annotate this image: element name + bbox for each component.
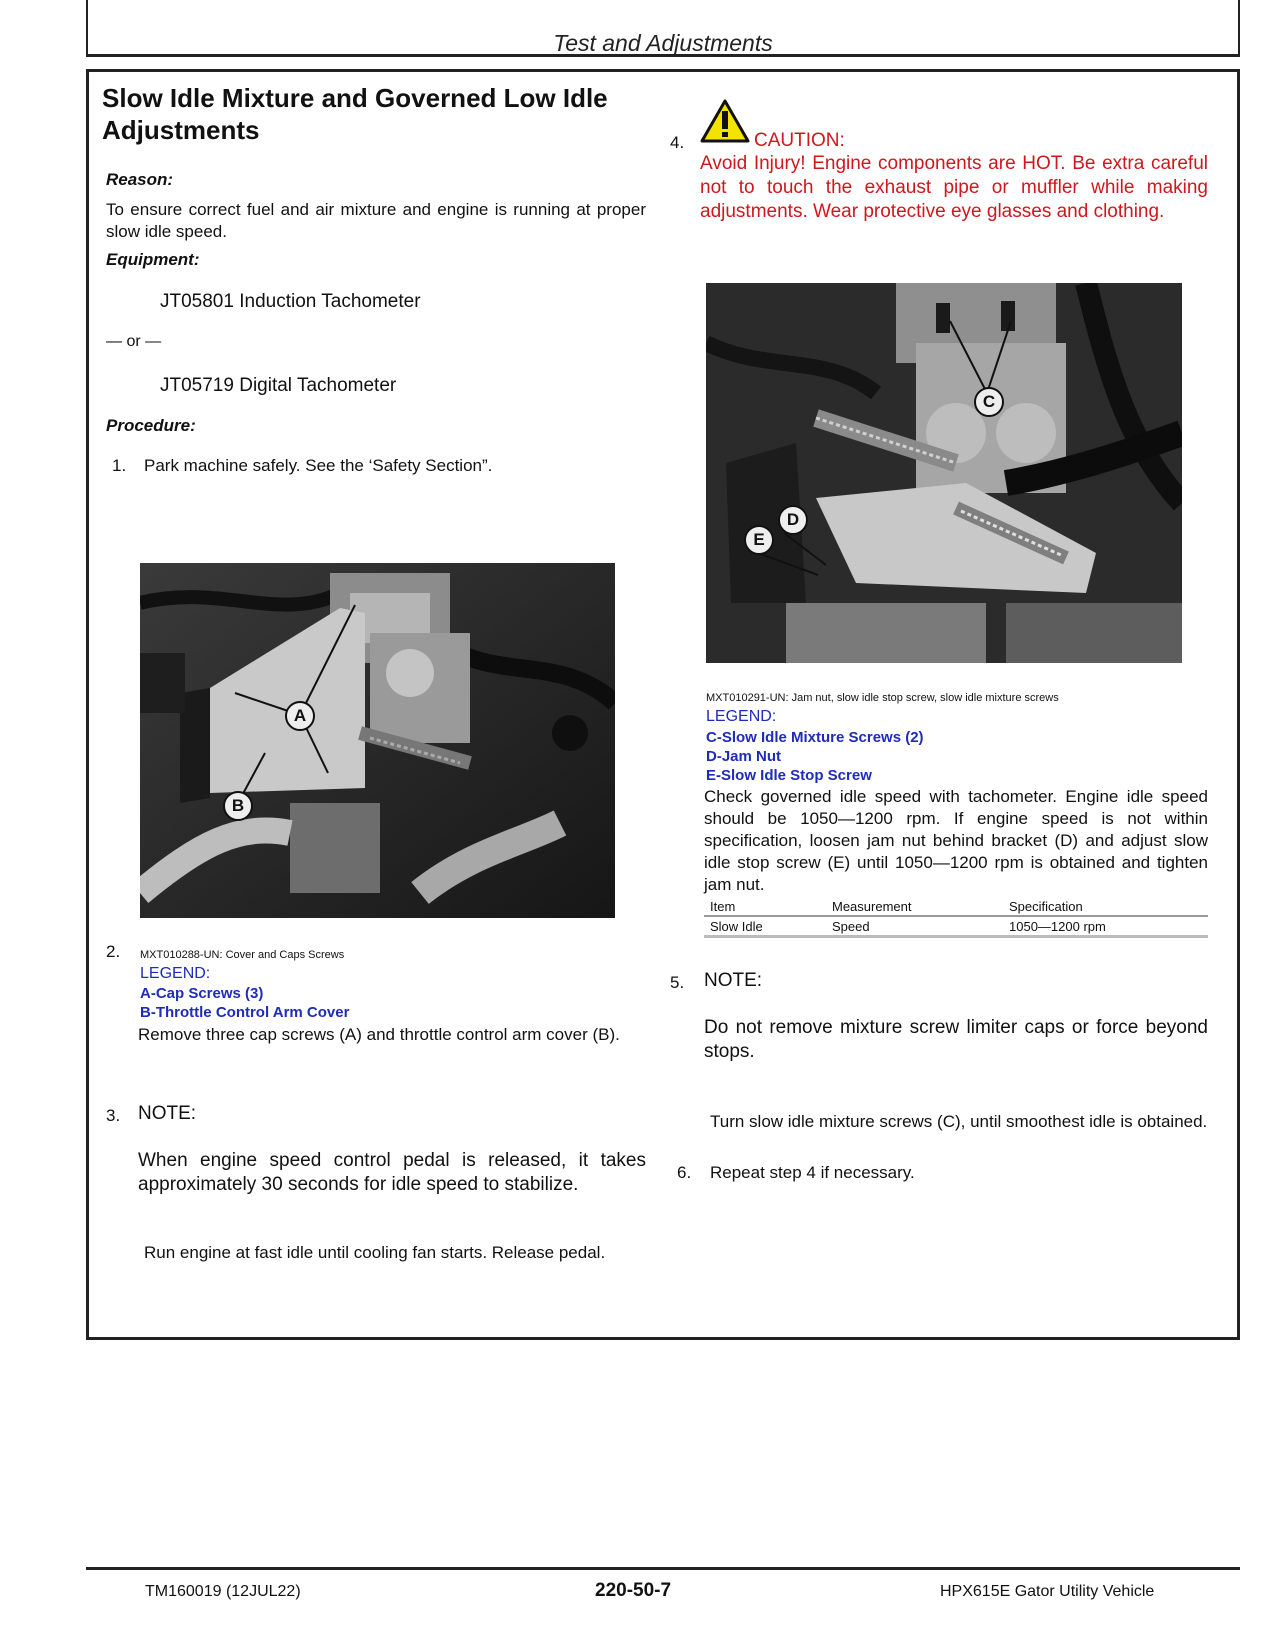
step-6-number: 6. <box>677 1163 692 1182</box>
legend-1-item-a: A-Cap Screws (3) <box>140 985 264 1002</box>
step-2-text: Remove three cap screws (A) and throttle control arm cover (B). <box>138 1025 620 1044</box>
footer-vehicle: HPX615E Gator Utility Vehicle <box>940 1583 1155 1600</box>
legend-2-title: LEGEND: <box>706 708 777 725</box>
photo-2-caption: MXT010291-UN: Jam nut, slow idle stop screw, slow idle mixture screws <box>706 692 1059 704</box>
engine-photo-illustration <box>140 563 615 918</box>
step-5-number: 5. <box>670 973 685 992</box>
callout-e: E <box>744 525 774 555</box>
spec-header-measurement: Measurement <box>826 897 1003 916</box>
step-3-note-label: NOTE: <box>138 1103 197 1124</box>
cover-and-cap-screws-photo <box>140 563 615 918</box>
callout-c: C <box>974 387 1004 417</box>
step-5-text: Turn slow idle mixture screws (C), until smoothest idle is obtained. <box>710 1112 1208 1131</box>
step-5-note: Do not remove mixture screw limiter caps or force beyond stops. <box>704 1017 1208 1062</box>
equipment-label: Equipment: <box>106 250 200 269</box>
page-title: Slow Idle Mixture and Governed Low Idle Adjustments <box>102 83 608 145</box>
legend-1-title: LEGEND: <box>140 965 211 982</box>
step-4-number: 4. <box>670 133 685 152</box>
photo-1-caption: MXT010288-UN: Cover and Caps Screws <box>140 949 345 961</box>
step-2-number: 2. <box>106 942 121 961</box>
step-3-note: When engine speed control pedal is released, it takes approximately 30 seconds for idle speed to stabilize. <box>138 1150 646 1195</box>
equipment-separator: — or — <box>106 333 162 350</box>
caution-label: CAUTION: <box>754 130 845 151</box>
legend-2-item-e: E-Slow Idle Stop Screw <box>706 767 872 784</box>
step-3-text: Run engine at fast idle until cooling fan starts. Release pedal. <box>144 1243 606 1262</box>
legend-2-item-d: D-Jam Nut <box>706 748 782 765</box>
step-5-note-label: NOTE: <box>704 970 763 991</box>
spec-table <box>704 897 1208 938</box>
spec-cell-measurement: Speed <box>826 916 1003 937</box>
spec-cell-specification: 1050—1200 rpm <box>1003 916 1208 937</box>
reason-text: To ensure correct fuel and air mixture and engine is running at proper slow idle speed. <box>106 200 646 241</box>
legend-2-item-c: C-Slow Idle Mixture Screws (2) <box>706 729 924 746</box>
carburetor-photo-illustration <box>706 283 1182 663</box>
callout-b: B <box>223 791 253 821</box>
warning-triangle-icon <box>700 99 750 148</box>
equipment-item-2: JT05719 Digital Tachometer <box>160 375 397 396</box>
spec-header-specification: Specification <box>1003 897 1208 916</box>
footer-page-number: 220-50-7 <box>595 1580 672 1601</box>
table-row <box>704 916 1208 937</box>
procedure-label: Procedure: <box>106 416 196 435</box>
footer-rule <box>86 1567 1240 1570</box>
footer-doc-id: TM160019 (12JUL22) <box>145 1583 301 1600</box>
caution-text: Avoid Injury! Engine components are HOT. Be extra careful not to touch the exhaust pipe or muffler while making adjustments. Wear protective eye glasses and clothing. <box>700 153 1208 222</box>
step-3-number: 3. <box>106 1106 121 1125</box>
section-title: Test and Adjustments <box>553 30 773 56</box>
idle-screws-photo <box>706 283 1182 663</box>
callout-d: D <box>778 505 808 535</box>
step-1-number: 1. <box>112 456 127 475</box>
callout-a: A <box>285 701 315 731</box>
spec-cell-item: Slow Idle <box>704 916 826 937</box>
step-1-text: Park machine safely. See the ‘Safety Section”. <box>144 456 493 475</box>
spec-header-item: Item <box>704 897 826 916</box>
step-4-text: Check governed idle speed with tachometer. Engine idle speed should be 1050—1200 rpm. If engine speed is not within specification, loosen jam nut behind bracket (D) and adjust slow idle stop screw (E) until 1050—1200 rpm is obtained and tighten jam nut. <box>704 787 1208 894</box>
legend-1-item-b: B-Throttle Control Arm Cover <box>140 1004 350 1021</box>
reason-label: Reason: <box>106 170 174 189</box>
step-6-text: Repeat step 4 if necessary. <box>710 1163 915 1182</box>
equipment-item-1: JT05801 Induction Tachometer <box>160 291 421 312</box>
